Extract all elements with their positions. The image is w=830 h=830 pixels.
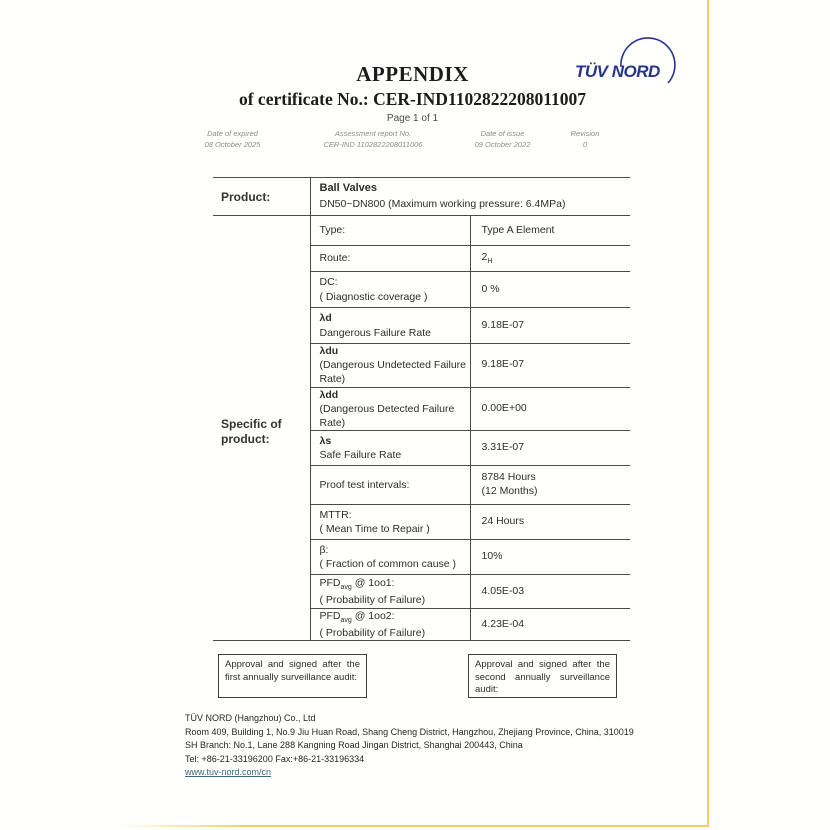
param-value: 0.00E+00 [470, 387, 630, 431]
param-value: Type A Element [470, 216, 630, 246]
meta-label: Date of expired [207, 129, 258, 138]
specific-of-product-label: Specific of product: [213, 216, 310, 641]
meta-date-of-issue [455, 129, 550, 151]
param-value: 10% [470, 540, 630, 575]
meta-value: 09 October 2022 [474, 139, 531, 149]
footer [185, 712, 634, 780]
product-description: DN50~DN800 (Maximum working pressure: 6.4MPa) [319, 197, 566, 210]
meta-date-of-expired [185, 129, 280, 151]
table-row [213, 216, 630, 246]
certificate-number: of certificate No.: CER-IND1102822208011007 [238, 89, 587, 109]
meta-label: Assessment report No. [334, 129, 412, 138]
param-value: 0 % [470, 272, 630, 308]
title-block [120, 62, 705, 124]
meta-label: Revision [570, 129, 600, 138]
logo-text: TÜV NORD [575, 62, 660, 81]
param-value: 4.23E-04 [470, 609, 630, 641]
product-row [213, 178, 630, 216]
param-value: 3.31E-07 [470, 431, 630, 466]
param-value: 8784 Hours (12 Months) [470, 466, 630, 505]
param-value: $2_H$ [470, 246, 630, 272]
footer-address2: SH Branch: No.1, Lane 288 Kangning Road Jingan District, Shanghai 200443, China [185, 740, 523, 750]
footer-address1: Room 409, Building 1, No.9 Jiu Huan Road, Shang Cheng District, Hangzhou, Zhejiang Province, China, 310019 [185, 726, 634, 737]
meta-assessment-report [288, 129, 458, 151]
footer-website-link: www.tuv-nord.com/cn [185, 767, 272, 777]
param-name: Proof test intervals: [310, 466, 470, 505]
product-label: Product: [213, 178, 310, 216]
param-name: $PFD_{avg}$ @ 1oo2: ( Probability of Failure) [310, 609, 470, 641]
specification-table [213, 177, 630, 641]
param-name: $PFD_{avg}$ @ 1oo1: ( Probability of Failure) [310, 575, 470, 609]
param-value: 9.18E-07 [470, 308, 630, 344]
product-info [310, 178, 630, 216]
param-name: λs Safe Failure Rate [310, 431, 470, 466]
page-border-right [707, 0, 709, 827]
param-value: 9.18E-07 [470, 344, 630, 388]
param-name: Type: [310, 216, 470, 246]
footer-company: TÜV NORD (Hangzhou) Co., Ltd [185, 713, 316, 723]
param-name: DC: ( Diagnostic coverage ) [310, 272, 470, 308]
param-name: λdu (Dangerous Undetected Failure Rate) [310, 344, 470, 388]
param-name: MTTR: ( Mean Time to Repair ) [310, 505, 470, 540]
param-value: 24 Hours [470, 505, 630, 540]
meta-label: Date of issue [480, 129, 525, 138]
meta-value: 0 [582, 139, 588, 149]
param-name: λd Dangerous Failure Rate [310, 308, 470, 344]
signature-box-second-audit: Approval and signed after the second annually surveillance audit: [468, 654, 617, 698]
param-name: λdd (Dangerous Detected Failure Rate) [310, 387, 470, 431]
meta-revision [553, 129, 617, 151]
page-number: Page 1 of 1 [386, 113, 439, 124]
param-name: β: ( Fraction of common cause ) [310, 540, 470, 575]
page-border-bottom [118, 825, 709, 827]
product-name: Ball Valves [319, 182, 377, 195]
document-title: APPENDIX [356, 62, 469, 86]
param-name: Route: [310, 246, 470, 272]
param-value: 4.05E-03 [470, 575, 630, 609]
meta-value: 08 October 2025 [204, 139, 261, 149]
signature-box-first-audit: Approval and signed after the first annually surveillance audit: [218, 654, 367, 698]
footer-tel-fax: Tel: +86-21-33196200 Fax:+86-21-33196334 [185, 753, 365, 764]
meta-value: CER-IND 1102822208011006 [323, 139, 423, 149]
